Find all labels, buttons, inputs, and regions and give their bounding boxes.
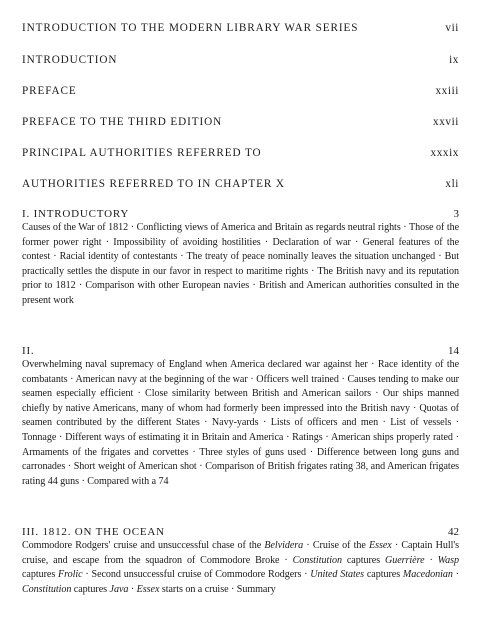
chapter-summary: Overwhelming naval supremacy of England when America declared war against her · Race identity of the combatants · American navy at the beginning of the war · Officers well trained · Causes tending to make our seamen especially efficient · Close similarity between British and American sailors · Our ships manned chiefly by native Americans, many of whom had formerly been impressed into the British navy · Quotas of seamen contributed by the different States · Navy-yards · Lists of officers and men · List of vessels · Tonnage · Different ways of estimating it in Britain and America · Ratings · American ships properly rated · Armaments of the frigates and corvettes · Three styles of guns used · Difference between long guns and carronades · Short weight of American shot · Comparison of British frigates rating 38, and American frigates rating 44 guns · Compared with a 74 xyxy=(22,359,459,487)
ship-name: Belvidera xyxy=(264,540,304,551)
chapter-summary xyxy=(22,539,459,597)
summary-text: · Cruise of the xyxy=(303,540,369,551)
toc-entry-intro-series[interactable] xyxy=(22,22,459,34)
summary-text: · Captain Hull's cruise, and escape from the squadron of Commodore Broke · xyxy=(22,540,459,566)
chapter-1 xyxy=(22,208,459,309)
summary-text: captures xyxy=(22,569,59,581)
ship-name: United States xyxy=(310,569,365,581)
toc-entry-authorities-chapter-x[interactable] xyxy=(22,178,459,190)
toc-entry-page: xxiii xyxy=(435,85,459,97)
chapter-title: II. xyxy=(22,345,35,357)
chapter-page: 42 xyxy=(448,526,459,538)
chapter-title: I. INTRODUCTORY xyxy=(22,208,130,220)
ship-name: Frolic xyxy=(58,569,83,581)
summary-text: captures xyxy=(71,583,110,595)
toc-entry-page: xxvii xyxy=(433,116,459,128)
ship-name: Constitution xyxy=(22,583,72,595)
toc-entry-preface[interactable] xyxy=(22,85,459,97)
toc-entry-title: INTRODUCTION xyxy=(22,54,118,66)
toc-entry-title: AUTHORITIES REFERRED TO IN CHAPTER X xyxy=(22,178,285,190)
toc-entry-page: ix xyxy=(449,54,459,66)
ship-name: Wasp xyxy=(437,554,459,566)
summary-text: Commodore Rodgers' cruise and unsuccessful chase of the xyxy=(22,540,265,551)
toc-entry-title: INTRODUCTION TO THE MODERN LIBRARY WAR SERIES xyxy=(22,22,359,34)
ship-name: Java xyxy=(109,583,129,595)
summary-text: captures xyxy=(341,554,385,566)
ship-name: Macedonian xyxy=(402,569,453,581)
toc-entry-title: PRINCIPAL AUTHORITIES REFERRED TO xyxy=(22,147,262,159)
chapter-summary: Causes of the War of 1812 · Conflicting views of America and Britain as regards neutral rights · Those of the former power right · Impossibility of avoiding hostilities · Declaration of war · General features of the contest · Racial identity of contestants · The treaty of peace nominally leaves the situation unchanged · But practically settles the dispute in our favor in respect to maritime rights · The British navy and its reputation prior to 1812 · Comparison with other European navies · British and American authorities consulted in the present work xyxy=(22,222,459,306)
chapter-page: 14 xyxy=(448,345,459,357)
chapter-heading[interactable] xyxy=(22,345,459,357)
chapter-page: 3 xyxy=(453,208,459,220)
ship-name: Essex xyxy=(368,540,392,551)
ship-name: Guerrière xyxy=(385,554,425,566)
toc-entry-introduction[interactable] xyxy=(22,54,459,66)
chapter-heading[interactable] xyxy=(22,208,459,220)
chapter-title: III. 1812. ON THE OCEAN xyxy=(22,526,165,538)
chapter-3 xyxy=(22,526,459,597)
summary-text: starts on a cruise · Summary xyxy=(159,583,276,595)
front-matter-list xyxy=(22,12,459,190)
summary-text: · xyxy=(452,569,459,581)
chapter-heading[interactable] xyxy=(22,526,459,538)
toc-entry-page: xxxix xyxy=(430,147,459,159)
toc-entry-page: xli xyxy=(445,178,459,190)
summary-text: captures xyxy=(364,569,403,581)
ship-name: Constitution xyxy=(292,554,342,566)
toc-entry-principal-authorities[interactable] xyxy=(22,147,459,159)
chapter-2 xyxy=(22,345,459,489)
summary-text: · Second unsuccessful cruise of Commodore Rodgers · xyxy=(82,569,311,581)
toc-entry-preface-third[interactable] xyxy=(22,116,459,128)
toc-entry-page: vii xyxy=(445,22,459,34)
toc-entry-title: PREFACE xyxy=(22,85,77,97)
ship-name: Essex xyxy=(136,583,160,595)
summary-text: · xyxy=(128,583,137,595)
summary-text: · xyxy=(424,554,438,566)
toc-entry-title: PREFACE TO THE THIRD EDITION xyxy=(22,116,223,128)
